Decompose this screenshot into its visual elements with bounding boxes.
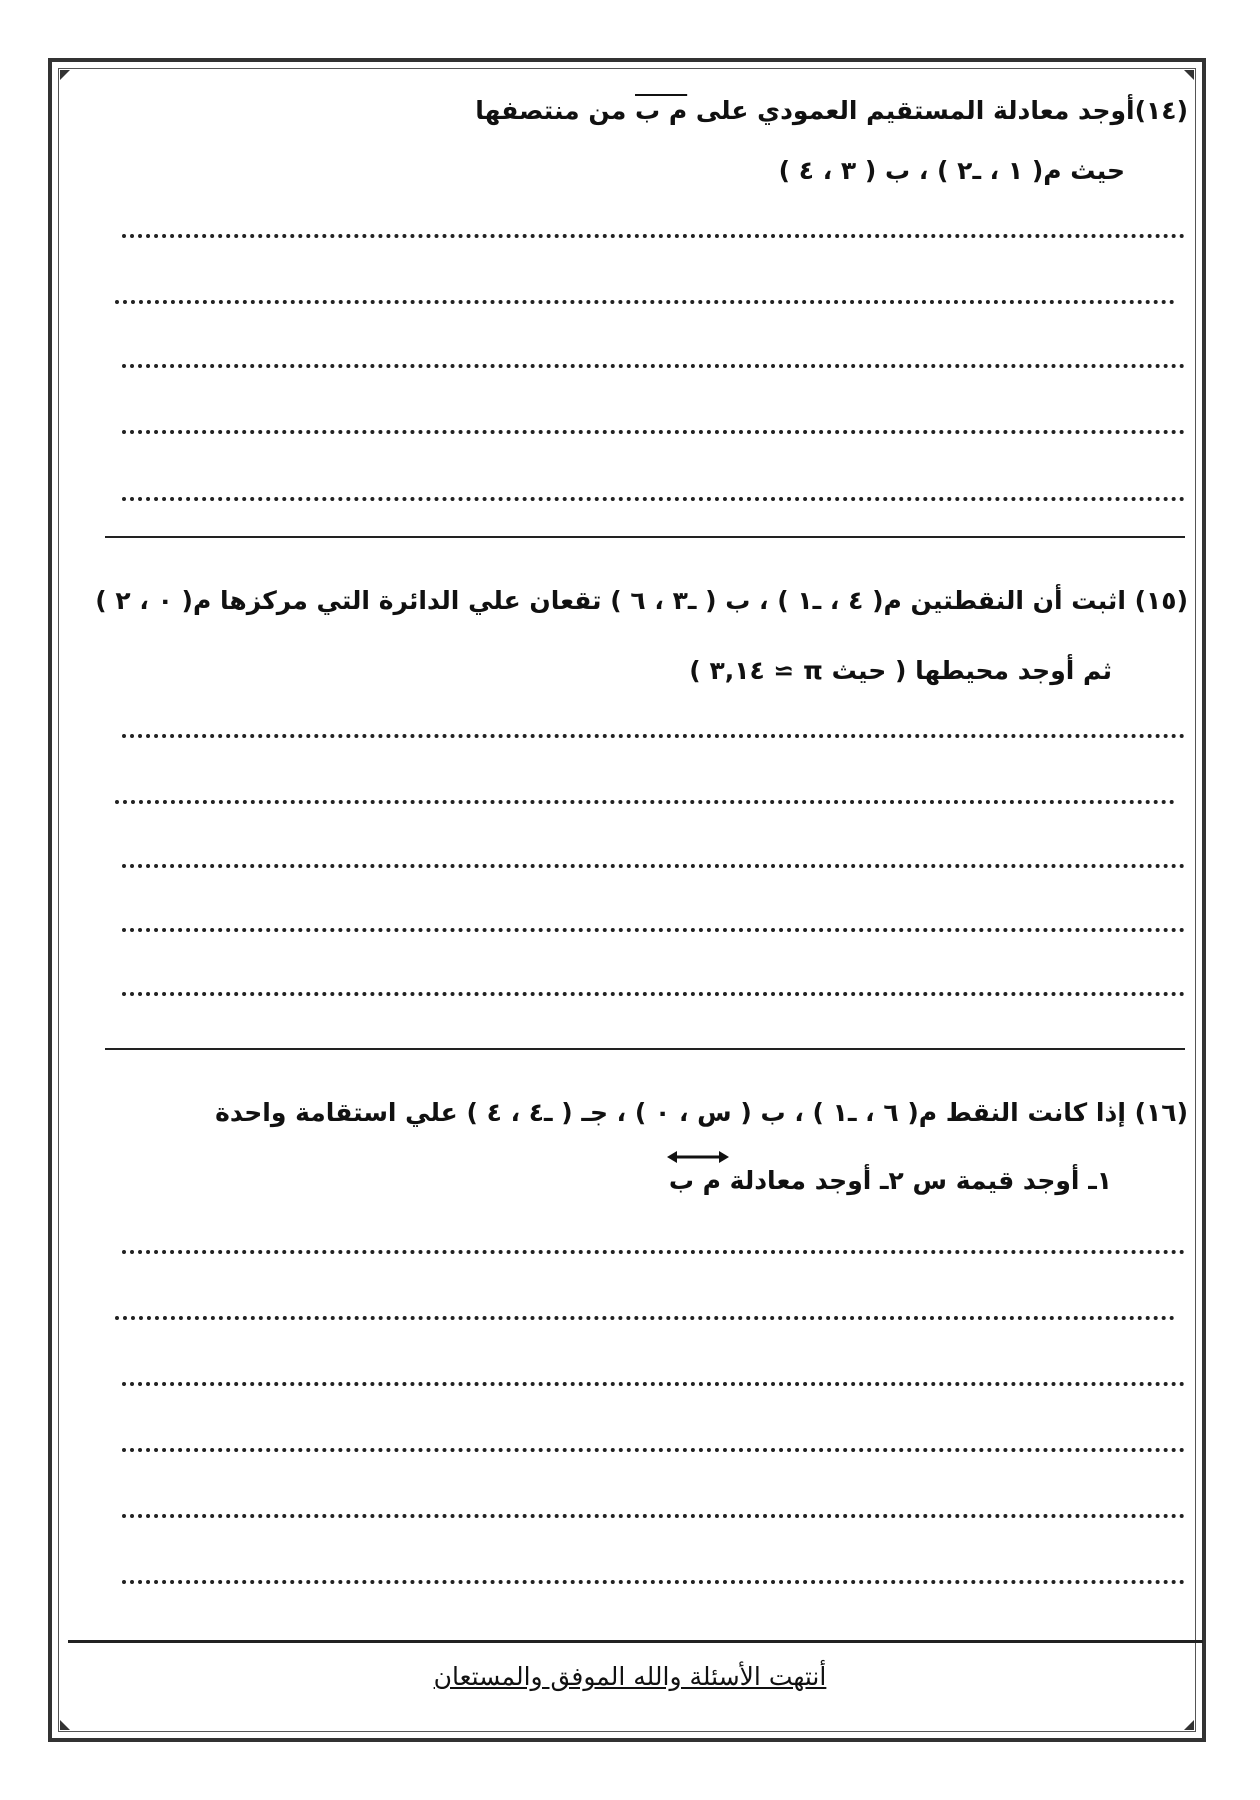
answer-line (122, 734, 1185, 738)
question-15-line-1: (١٥) اثبت أن النقطتين م( ٤ ، ـ١ ) ، ب ( ـ٣ ، ٦ ) تقعان علي الدائرة التي مركزها م( ٠ ، ٢ ) (95, 586, 1188, 615)
answer-line (122, 364, 1185, 368)
question-14-line-2: حيث م( ١ ، ـ٢ ) ، ب ( ٣ ، ٤ ) (778, 156, 1125, 185)
question-16-line-2 (669, 1164, 1112, 1198)
answer-line (122, 497, 1185, 501)
corner-ornament (1184, 70, 1194, 80)
question-15-line-2: ثم أوجد محيطها ( حيث π ≃ ٣,١٤ ) (689, 656, 1112, 685)
closing-note: أنتهت الأسئلة والله الموفق والمستعان (433, 1662, 827, 1691)
page-inner-border (58, 68, 1196, 1732)
question-16-line-1: (١٦) إذا كانت النقط م( ٦ ، ـ١ ) ، ب ( س ، ٠ ) ، جـ ( ـ٤ ، ٤ ) علي استقامة واحدة (215, 1098, 1188, 1127)
answer-line (115, 800, 1175, 804)
answer-line (115, 300, 1175, 304)
corner-ornament (60, 70, 70, 80)
question-16-subparts: ١ـ أوجد قيمة س ٢ـ أوجد معادلة (720, 1166, 1112, 1195)
answer-line (122, 992, 1185, 996)
section-divider (105, 536, 1185, 538)
answer-line (122, 1514, 1185, 1518)
corner-ornament (1184, 1720, 1194, 1730)
line-ref-label: م ب (668, 1166, 721, 1195)
answer-line (122, 430, 1185, 434)
answer-line (122, 1250, 1185, 1254)
footer-divider (68, 1640, 1203, 1643)
question-14-suffix: من منتصفها (475, 96, 636, 125)
section-divider (105, 1048, 1185, 1050)
question-14-line-1 (475, 94, 1188, 128)
double-arrow-icon (667, 1150, 729, 1164)
question-14-prefix: (١٤)أوجد معادلة المستقيم العمودي على (687, 96, 1188, 125)
answer-line (115, 1316, 1175, 1320)
answer-line (122, 1382, 1185, 1386)
answer-line (122, 234, 1185, 238)
segment-label: م ب (635, 96, 688, 125)
answer-line (122, 1448, 1185, 1452)
line-ref (669, 1164, 721, 1198)
answer-line (122, 1580, 1185, 1584)
answer-line (122, 864, 1185, 868)
answer-line (122, 928, 1185, 932)
corner-ornament (60, 1720, 70, 1730)
